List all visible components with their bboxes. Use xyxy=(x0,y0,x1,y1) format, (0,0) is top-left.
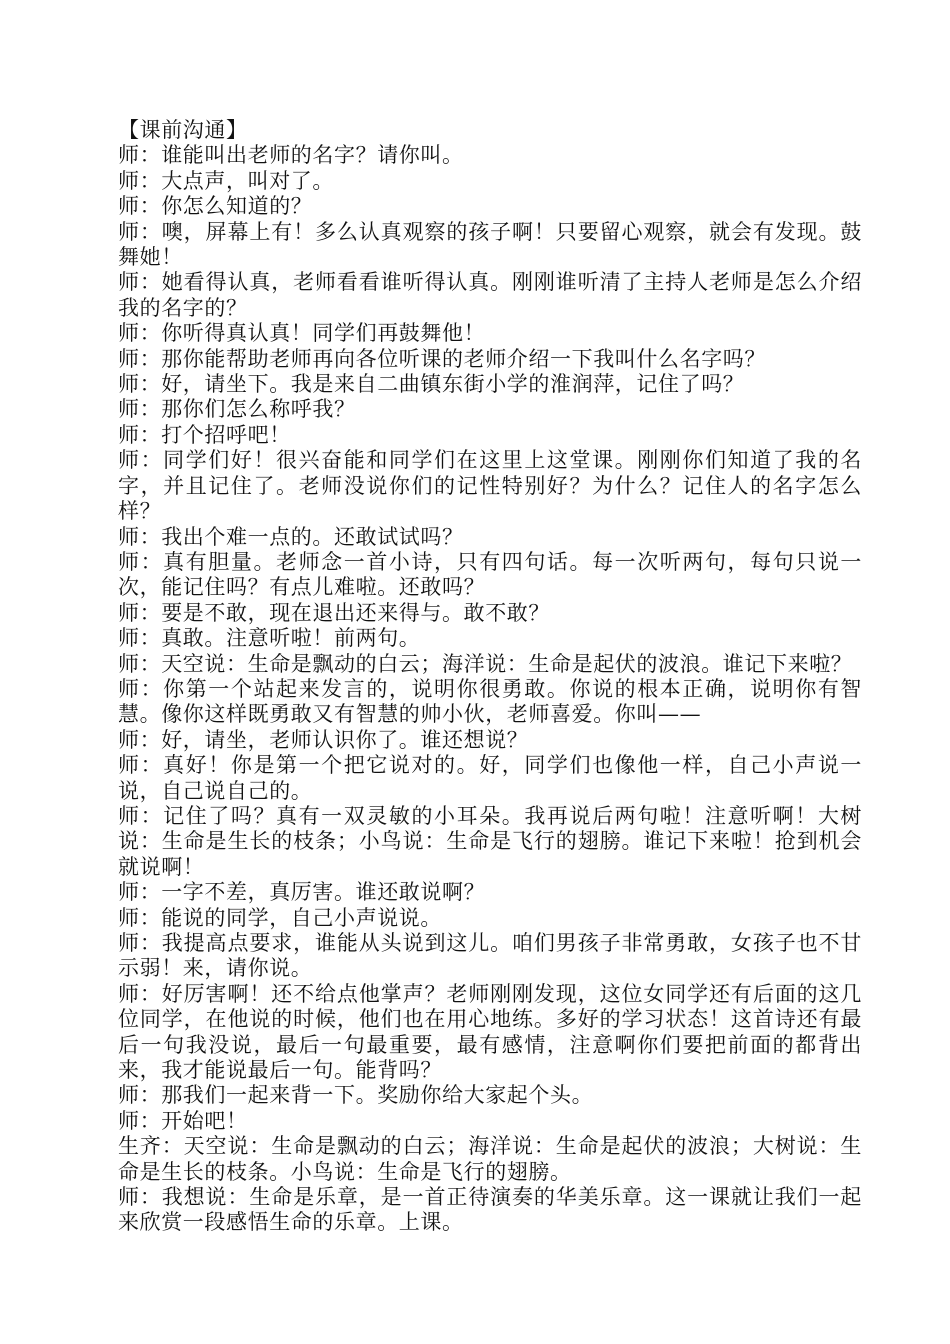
dialogue-line: 师：开始吧！ xyxy=(118,1108,248,1133)
dialogue-line: 师：噢，屏幕上有！多么认真观察的孩子啊！只要留心观察，就会有发现。鼓舞她！ xyxy=(118,219,862,270)
dialogue-line: 师：打个招呼吧！ xyxy=(118,422,291,447)
dialogue-line: 师：你听得真认真！同学们再鼓舞他！ xyxy=(118,321,486,346)
dialogue-line: 师：天空说：生命是飘动的白云；海洋说：生命是起伏的波浪。谁记下来啦？ xyxy=(118,651,853,676)
document-page xyxy=(118,118,862,1236)
dialogue-line: 师：要是不敢，现在退出还来得与。敢不敢？ xyxy=(118,600,550,625)
dialogue-line: 师：那你能帮助老师再向各位听课的老师介绍一下我叫什么名字吗？ xyxy=(118,346,766,371)
dialogue-line: 师：同学们好！很兴奋能和同学们在这里上这堂课。刚刚你们知道了我的名字，并且记住了。老师没说你们的记性特别好？为什么？记住人的名字怎么样？ xyxy=(118,448,862,524)
dialogue-line: 师：她看得认真，老师看看谁听得认真。刚刚谁听清了主持人老师是怎么介绍我的名字的？ xyxy=(118,270,862,320)
dialogue-line: 师：一字不差，真厉害。谁还敢说啊？ xyxy=(118,880,486,905)
dialogue-line: 师：那我们一起来背一下。奖励你给大家起个头。 xyxy=(118,1083,594,1108)
dialogue-line: 师：好，请坐，老师认识你了。谁还想说？ xyxy=(118,727,529,752)
dialogue-line: 师：好厉害啊！还不给点他掌声？老师刚刚发现，这位女同学还有后面的这几位同学，在他说的时候，他们也在用心地练。多好的学习状态！这首诗还有最后一句我没说，最后一句最重要，最有感情，注意啊你们要把前面的都背出来，我才能说最后一句。能背吗？ xyxy=(118,981,862,1083)
dialogue-line: 师：你第一个站起来发言的，说明你很勇敢。你说的根本正确，说明你有智慧。像你这样既勇敢又有智慧的帅小伙，老师喜爱。你叫—— xyxy=(118,676,862,727)
section-heading: 【课前沟通】 xyxy=(118,118,248,142)
dialogue-line: 师：大点声，叫对了。 xyxy=(118,168,334,193)
dialogue-line: 师：我提高点要求，谁能从头说到这儿。咱们男孩子非常勇敢，女孩子也不甘示弱！来，请你说。 xyxy=(118,931,862,981)
dialogue-line: 师：我出个难一点的。还敢试试吗？ xyxy=(118,524,464,549)
dialogue-line: 生齐：天空说：生命是飘动的白云；海洋说：生命是起伏的波浪；大树说：生命是生长的枝条。小鸟说：生命是飞行的翅膀。 xyxy=(118,1134,862,1184)
dialogue-line: 师：记住了吗？真有一双灵敏的小耳朵。我再说后两句啦！注意听啊！大树说：生命是生长的枝条；小鸟说：生命是飞行的翅膀。谁记下来啦！抢到机会就说啊！ xyxy=(118,803,862,879)
dialogue-line: 师：你怎么知道的？ xyxy=(118,194,313,219)
dialogue-line: 师：真有胆量。老师念一首小诗，只有四句话。每一次听两句，每句只说一次，能记住吗？有点儿难啦。还敢吗？ xyxy=(118,549,862,600)
dialogue-line: 师：真敢。注意听啦！前两句。 xyxy=(118,626,421,651)
dialogue-line: 师：好，请坐下。我是来自二曲镇东街小学的淮润萍，记住了吗？ xyxy=(118,372,745,397)
dialogue-line: 师：能说的同学，自己小声说说。 xyxy=(118,905,442,930)
dialogue-line: 师：我想说：生命是乐章，是一首正待演奏的华美乐章。这一课就让我们一起来欣赏一段感悟生命的乐章。上课。 xyxy=(118,1185,862,1235)
dialogue-body xyxy=(118,143,862,1235)
dialogue-line: 师：那你们怎么称呼我？ xyxy=(118,397,356,422)
dialogue-line: 师：谁能叫出老师的名字？请你叫。 xyxy=(118,143,464,168)
dialogue-line: 师：真好！你是第一个把它说对的。好，同学们也像他一样，自己小声说一说，自己说自己的。 xyxy=(118,753,862,803)
